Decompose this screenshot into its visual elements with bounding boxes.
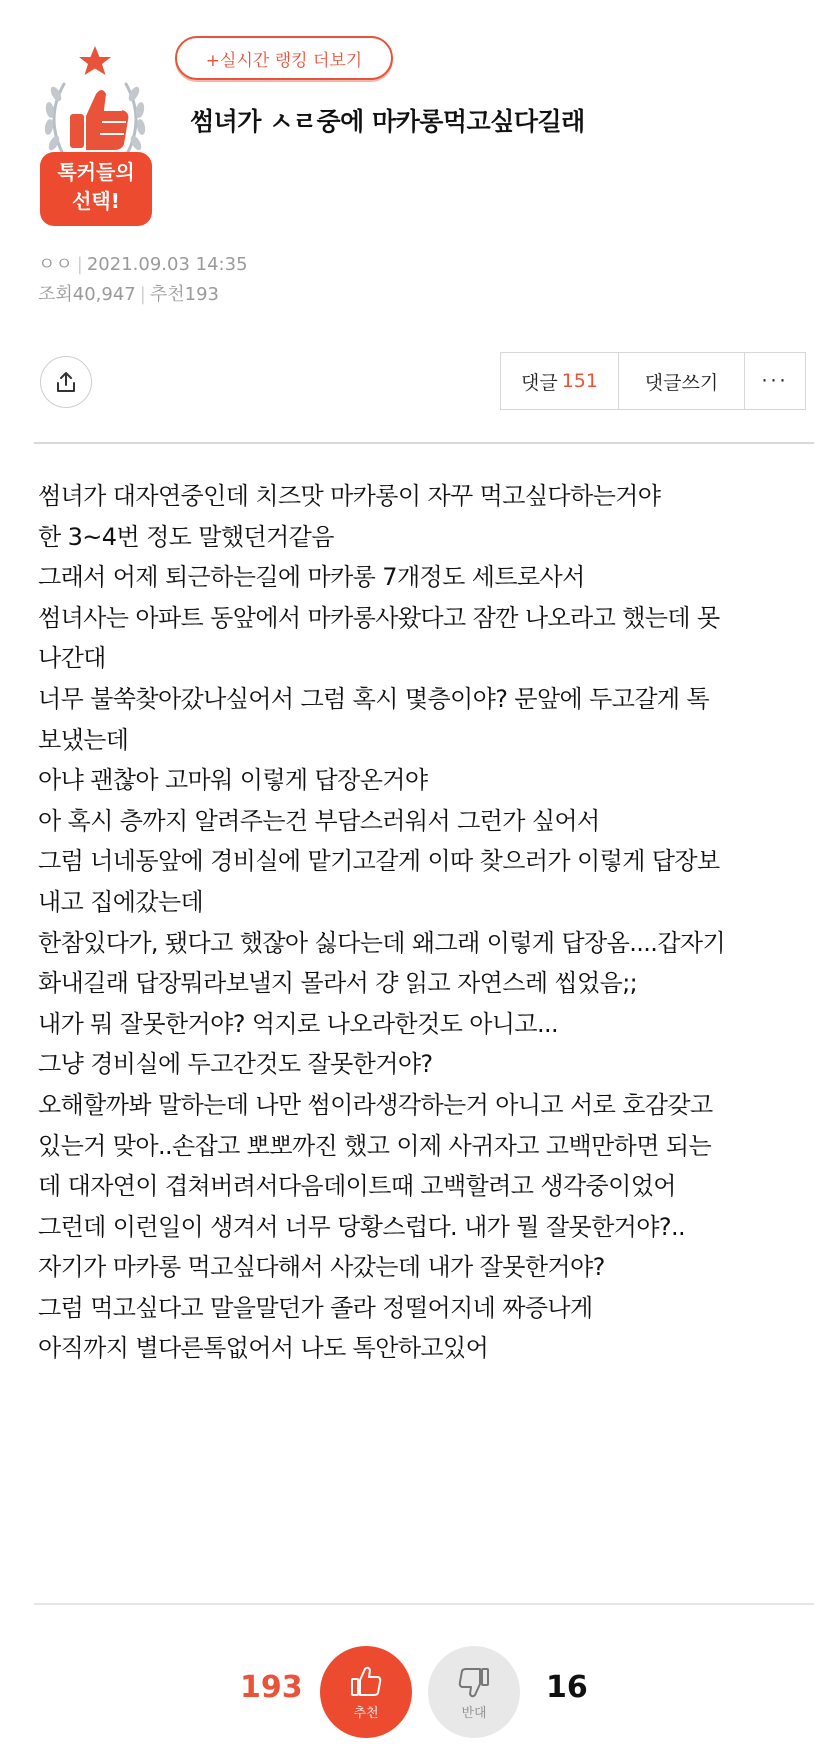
star-icon	[79, 46, 111, 75]
body-line: 화내길래 답장뭐라보낼지 몰라서 걍 읽고 자연스레 씹었음;;	[38, 969, 638, 998]
talkers-choice-badge	[34, 44, 166, 234]
views-count: 40,947	[72, 284, 136, 305]
divider	[34, 442, 814, 444]
body-line: 한참있다가, 됐다고 했잖아 싫다는데 왜그래 이렇게 답장옴....갑자기	[38, 928, 726, 957]
recommend-vote-count: 193	[240, 1670, 303, 1705]
post-date: 2021.09.03 14:35	[86, 254, 248, 275]
thumbs-up-icon	[70, 90, 128, 150]
post-body	[38, 476, 818, 1369]
post-meta-author-date: ㅇㅇ | 2021.09.03 14:35	[38, 254, 248, 275]
body-line: 있는거 맞아..손잡고 뽀뽀까진 했고 이제 사귀자고 고백만하면 되는	[38, 1131, 712, 1160]
body-line: 썸녀가 대자연중인데 치즈맛 마카롱이 자꾸 먹고싶다하는거야	[38, 482, 661, 510]
body-line: 썸녀사는 아파트 동앞에서 마카롱사왔다고 잠깐 나오라고 했는데 못	[38, 603, 720, 632]
body-line: 한 3~4번 정도 말했던거같음	[38, 522, 334, 551]
oppose-button[interactable]	[428, 1646, 520, 1738]
comments-button[interactable]	[501, 353, 619, 409]
body-line: 아냐 괜찮아 고마워 이렇게 답장온거야	[38, 766, 428, 795]
recommend-count: 193	[184, 284, 219, 305]
post-title: 썸녀가 ㅅㄹ중에 마카롱먹고싶다길래	[190, 107, 585, 136]
body-line: 나간대	[38, 644, 106, 673]
recommend-label: 추천	[149, 284, 185, 305]
thumbs-down-icon	[456, 1664, 492, 1700]
body-line: 그럼 먹고싶다고 말을말던가 졸라 정떨어지네 짜증나게	[38, 1293, 593, 1322]
author-name[interactable]: ㅇㅇ	[38, 254, 73, 275]
body-line: 아 혹시 층까지 알려주는건 부담스러워서 그런가 싶어서	[38, 806, 600, 835]
thumbs-up-icon	[348, 1664, 384, 1700]
realtime-ranking-button[interactable]: +실시간 랭킹 더보기	[175, 36, 393, 80]
comment-button-group	[500, 352, 806, 410]
views-label: 조회	[38, 284, 73, 305]
more-options-button[interactable]: ···	[761, 370, 789, 392]
body-line: 오해할까봐 말하는데 나만 썸이라생각하는거 아니고 서로 호감갖고	[38, 1090, 713, 1119]
share-button[interactable]	[40, 356, 92, 408]
body-line: 내고 집에갔는데	[38, 887, 204, 916]
write-comment-button[interactable]: 댓글쓰기	[619, 353, 745, 409]
body-line: 자기가 마카롱 먹고싶다해서 사갔는데 내가 잘못한거야?	[38, 1253, 605, 1282]
post-meta-stats: 조회40,947 | 추천193	[38, 284, 219, 305]
body-line: 아직까지 별다른톡없어서 나도 톡안하고있어	[38, 1334, 489, 1363]
body-line: 데 대자연이 겹쳐버려서다음데이트때 고백할려고 생각중이었어	[38, 1172, 676, 1201]
share-icon	[55, 371, 77, 393]
body-line: 그냥 경비실에 두고간것도 잘못한거야?	[38, 1050, 433, 1079]
comments-count: 151	[561, 370, 598, 392]
body-line: 그럼 너네동앞에 경비실에 맡기고갈게 이따 찾으러가 이렇게 답장보	[38, 847, 720, 876]
badge-label-line1: 톡커들의	[57, 160, 135, 184]
recommend-button[interactable]	[320, 1646, 412, 1738]
body-line: 그런데 이런일이 생겨서 너무 당황스럽다. 내가 뭘 잘못한거야?..	[38, 1212, 686, 1241]
divider	[34, 1603, 814, 1605]
comments-label: 댓글	[521, 371, 558, 394]
badge-label-line2: 선택!	[72, 189, 120, 213]
recommend-label: 추천	[353, 1705, 379, 1721]
oppose-vote-count: 16	[546, 1670, 588, 1705]
body-line: 그래서 어제 퇴근하는길에 마카롱 7개정도 세트로사서	[38, 563, 585, 592]
oppose-label: 반대	[461, 1705, 487, 1721]
body-line: 보냈는데	[38, 725, 129, 754]
body-line: 너무 불쑥찾아갔나싶어서 그럼 혹시 몇층이야? 문앞에 두고갈게 톡	[38, 684, 710, 713]
body-line: 내가 뭐 잘못한거야? 억지로 나오라한것도 아니고...	[38, 1009, 559, 1038]
